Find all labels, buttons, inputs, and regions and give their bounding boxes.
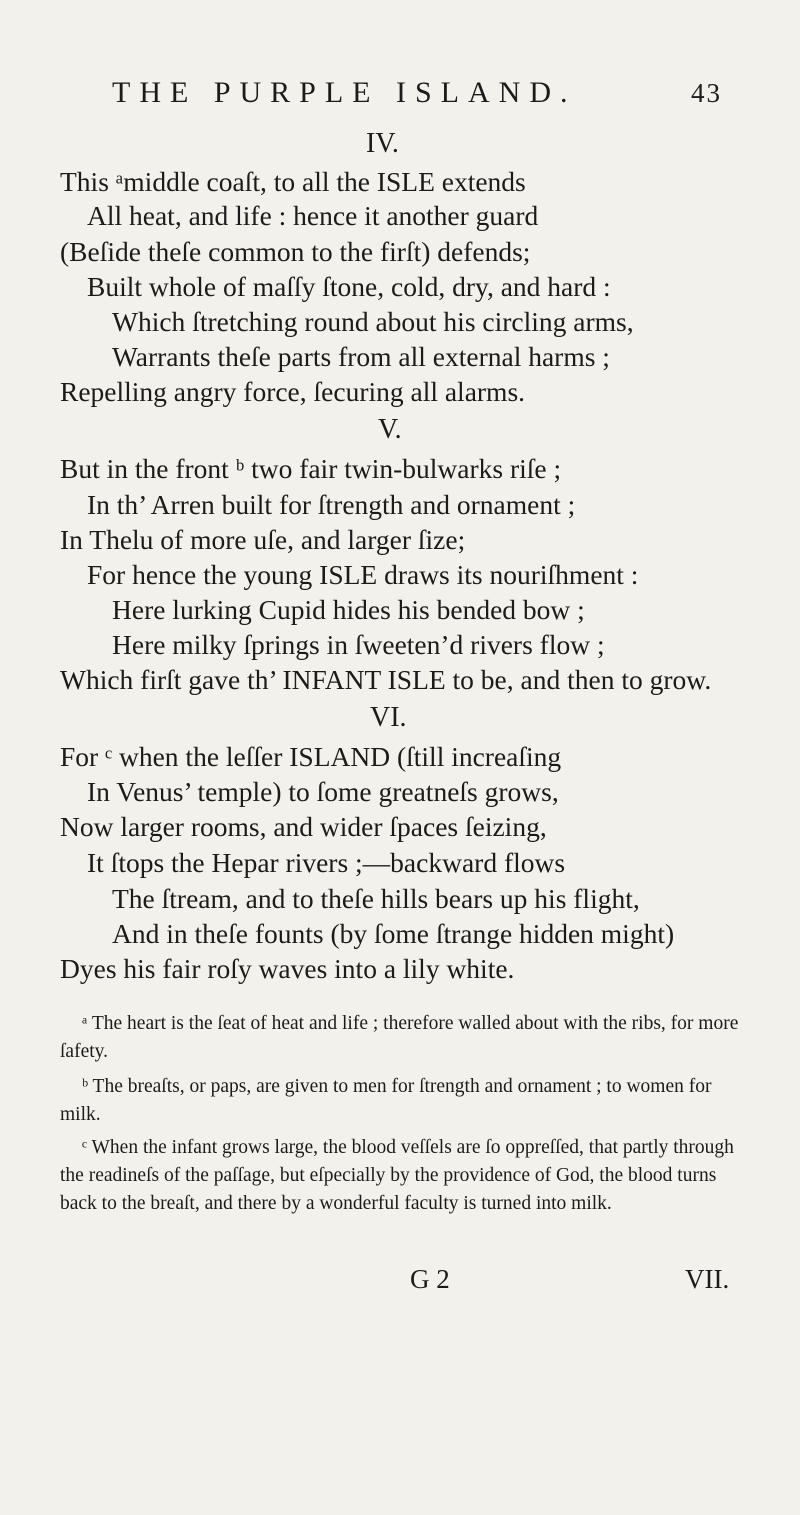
- verse-line: Which ſtretching round about his circling arms,: [112, 306, 634, 337]
- footnote-a: ᵃ The heart is the ſeat of heat and life ; therefore walled about with the ribs, for more ſafety.: [60, 1013, 739, 1062]
- verse-line: This ᵃmiddle coaſt, to all the ISLE extends: [60, 166, 526, 197]
- verse-line: Here lurking Cupid hides his bended bow ;: [112, 594, 585, 625]
- verse-line: It ſtops the Hepar rivers ;—backward flows: [87, 847, 566, 878]
- footnote-b: ᵇ The breaſts, or paps, are given to men for ſtrength and ornament ; to women for milk.: [60, 1076, 712, 1125]
- verse-line: Repelling angry force, ſecuring all alarms.: [60, 376, 526, 407]
- verse-line: All heat, and life : hence it another guard: [87, 200, 539, 231]
- signature-mark: G 2: [410, 1264, 450, 1294]
- verse-line: Dyes his fair roſy waves into a lily white.: [60, 953, 515, 984]
- verse-line: And in theſe founts (by ſome ſtrange hidden might): [112, 918, 675, 949]
- verse-line: In th’ Arren built for ſtrength and ornament ;: [87, 489, 576, 520]
- running-title: THE PURPLE ISLAND.: [112, 76, 577, 109]
- verse-line: Warrants theſe parts from all external harms ;: [112, 341, 610, 372]
- stanza-number: IV.: [366, 128, 399, 159]
- verse-line: In Thelu of more uſe, and larger ſize;: [60, 524, 466, 555]
- stanza-number: V.: [378, 414, 402, 445]
- verse-line: But in the front ᵇ two fair twin-bulwarks riſe ;: [60, 453, 562, 484]
- verse-line: For hence the young ISLE draws its nouriſhment :: [87, 559, 639, 590]
- verse-line: In Venus’ temple) to ſome greatneſs grows,: [87, 776, 559, 807]
- verse-line: Here milky ſprings in ſweeten’d rivers flow ;: [112, 629, 605, 660]
- catchword: VII.: [685, 1264, 730, 1294]
- verse-line: Now larger rooms, and wider ſpaces ſeizing,: [60, 811, 547, 842]
- verse-line: (Beſide theſe common to the firſt) defends;: [60, 236, 531, 267]
- stanza-number: VI.: [370, 702, 407, 733]
- running-head: [112, 76, 722, 116]
- footnote-c: ᶜ When the infant grows large, the blood veſſels are ſo oppreſſed, that partly through the readineſs of the paſſage, but eſpecially by the providence of God, the blood turns back to the breaſt, and there by a wonderful faculty is turned into milk.: [60, 1137, 734, 1214]
- verse-line: The ſtream, and to theſe hills bears up his flight,: [112, 883, 640, 914]
- verse-line: For ᶜ when the leſſer ISLAND (ſtill increaſing: [60, 741, 562, 772]
- verse-line: Built whole of maſſy ſtone, cold, dry, and hard :: [87, 271, 611, 302]
- page-number: 43: [691, 78, 722, 108]
- verse-line: Which firſt gave th’ INFANT ISLE to be, and then to grow.: [60, 664, 712, 695]
